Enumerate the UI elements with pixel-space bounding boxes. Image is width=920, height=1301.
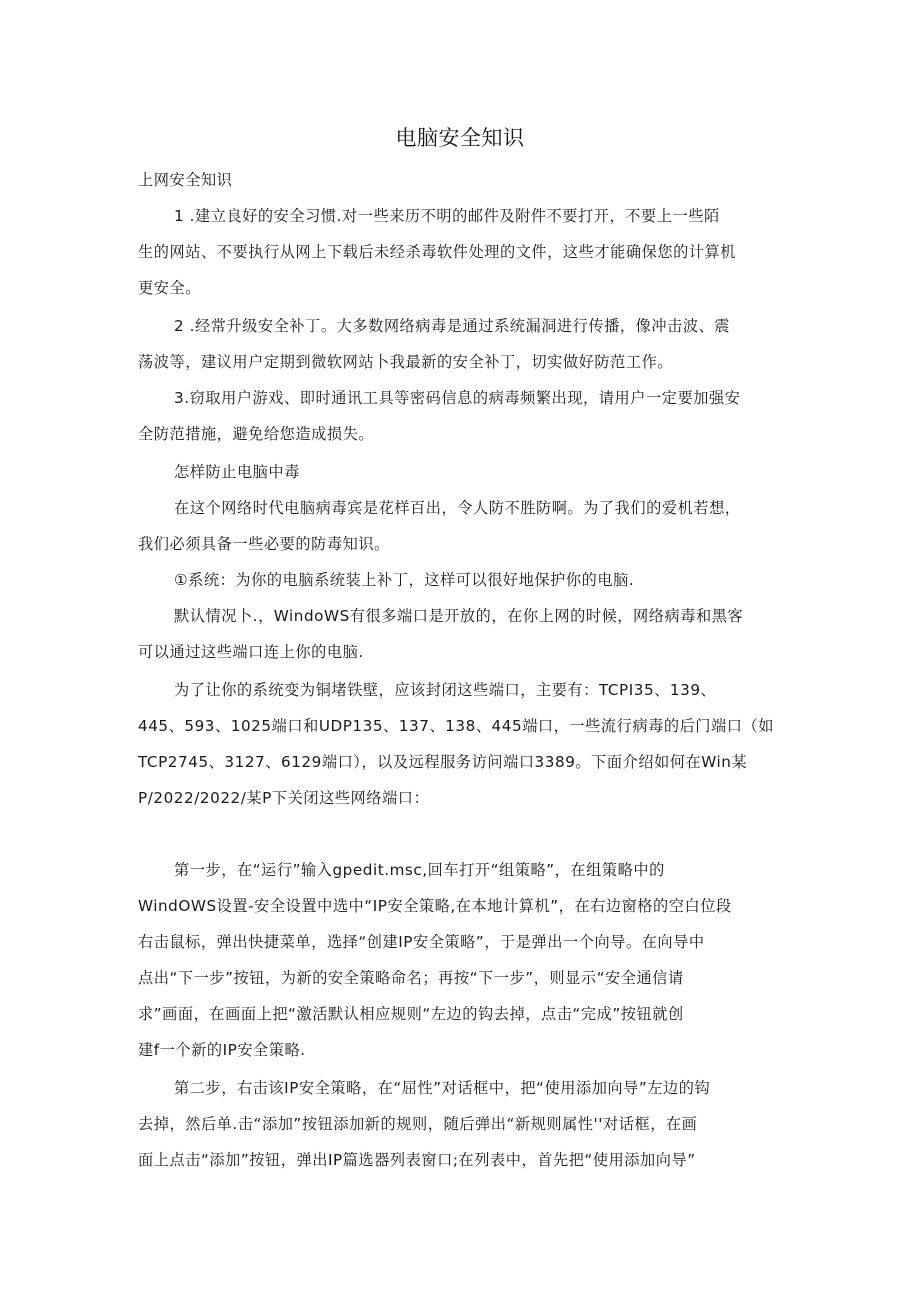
paragraph-line: 荡波等，建议用户定期到微软网站卜我最新的安全补丁，切实做好防范工作。 (138, 353, 674, 371)
paragraph-line: 在这个网络时代电脑病毒宾是花样百出，令人防不胜防啊。为了我们的爱机若想， (174, 499, 741, 517)
paragraph-line: 建f一个新的IP安全策略. (138, 1041, 306, 1059)
paragraph-line: 去掉，然后单.击“添加”按钮添加新的规则，随后弹出“新规则属性''对话框，在画 (138, 1115, 698, 1133)
paragraph-line: ①系统：为你的电脑系统装上补丁，这样可以很好地保护你的电脑. (174, 571, 635, 589)
paragraph-line: 2 .经常升级安全补丁。大多数网络病毒是通过系统漏洞进行传播，像冲击波、震 (174, 317, 731, 335)
paragraph-line: P/2022/2022/某P下关闭这些网络端口： (138, 789, 430, 807)
paragraph-line: 更安全。 (138, 279, 201, 297)
section-heading-internet-safety: 上网安全知识 (138, 171, 233, 189)
paragraph-line: 求”画面，在画面上把“激活默认相应规则“左边的钩去掉，点击“完成”按钮就创 (138, 1005, 684, 1023)
paragraph-line: 1 .建立良好的安全习惯.对一些来历不明的邮件及附件不要打开，不要上一些陌 (174, 207, 720, 225)
paragraph-line: 点出“下一步”按钮，为新的安全策略命名；再按“下一步”，则显示“安全通信请 (138, 969, 684, 987)
paragraph-line: 生的网站、不要执行从网上下载后未经杀毒软件处理的文件，这些才能确保您的计算机 (138, 243, 737, 261)
paragraph-line: TCP2745、3127、6129端口），以及远程服务访问端口3389。下面介绍如何在Win某 (138, 753, 748, 771)
paragraph-line: 默认情况卜.，WindoWS有很多端口是开放的，在你上网的时候，网络病毒和黑客 (174, 607, 744, 625)
paragraph-line: 445、593、1025端口和UDP135、137、138、445端口，一些流行病毒的后门端口（如 (138, 717, 774, 735)
paragraph-line: 全防范措施，避免给您造成损失。 (138, 425, 375, 443)
paragraph-line: 3.窃取用户游戏、即时通讯工具等密码信息的病毒频繁出现，请用户一定要加强安 (174, 389, 741, 407)
document-title: 电脑安全知识 (395, 126, 525, 150)
paragraph-line: 第二步，右击该IP安全策略，在“屈性”对话框中，把“使用添加向导”左边的钩 (174, 1079, 711, 1097)
paragraph-line: WindOWS设置-安全设置中选中“IP安全策略,在本地计算机”，在右边窗格的空白位段 (138, 897, 732, 915)
paragraph-line: 右击鼠标，弹出快捷菜单，选择“创建IP安全策略”，于是弹出一个向导。在向导中 (138, 933, 705, 951)
paragraph-line: 为了让你的系统变为铜堵铁壁，应该封闭这些端口，主要有：TCPI35、139、 (174, 681, 717, 699)
paragraph-line: 面上点击“添加”按钮，弹出IP篇选器列表窗口;在列表中，首先把“使用添加向导” (138, 1151, 696, 1169)
paragraph-line: 我们必须具备一些必要的防毒知识。 (138, 535, 390, 553)
section-heading-prevent-virus: 怎样防止电脑中毒 (174, 463, 300, 481)
paragraph-line: 第一步，在“运行”输入gpedit.msc,回车打开“组策略”，在组策略中的 (174, 861, 665, 879)
paragraph-line: 可以通过这些端口连上你的电脑. (138, 643, 364, 661)
